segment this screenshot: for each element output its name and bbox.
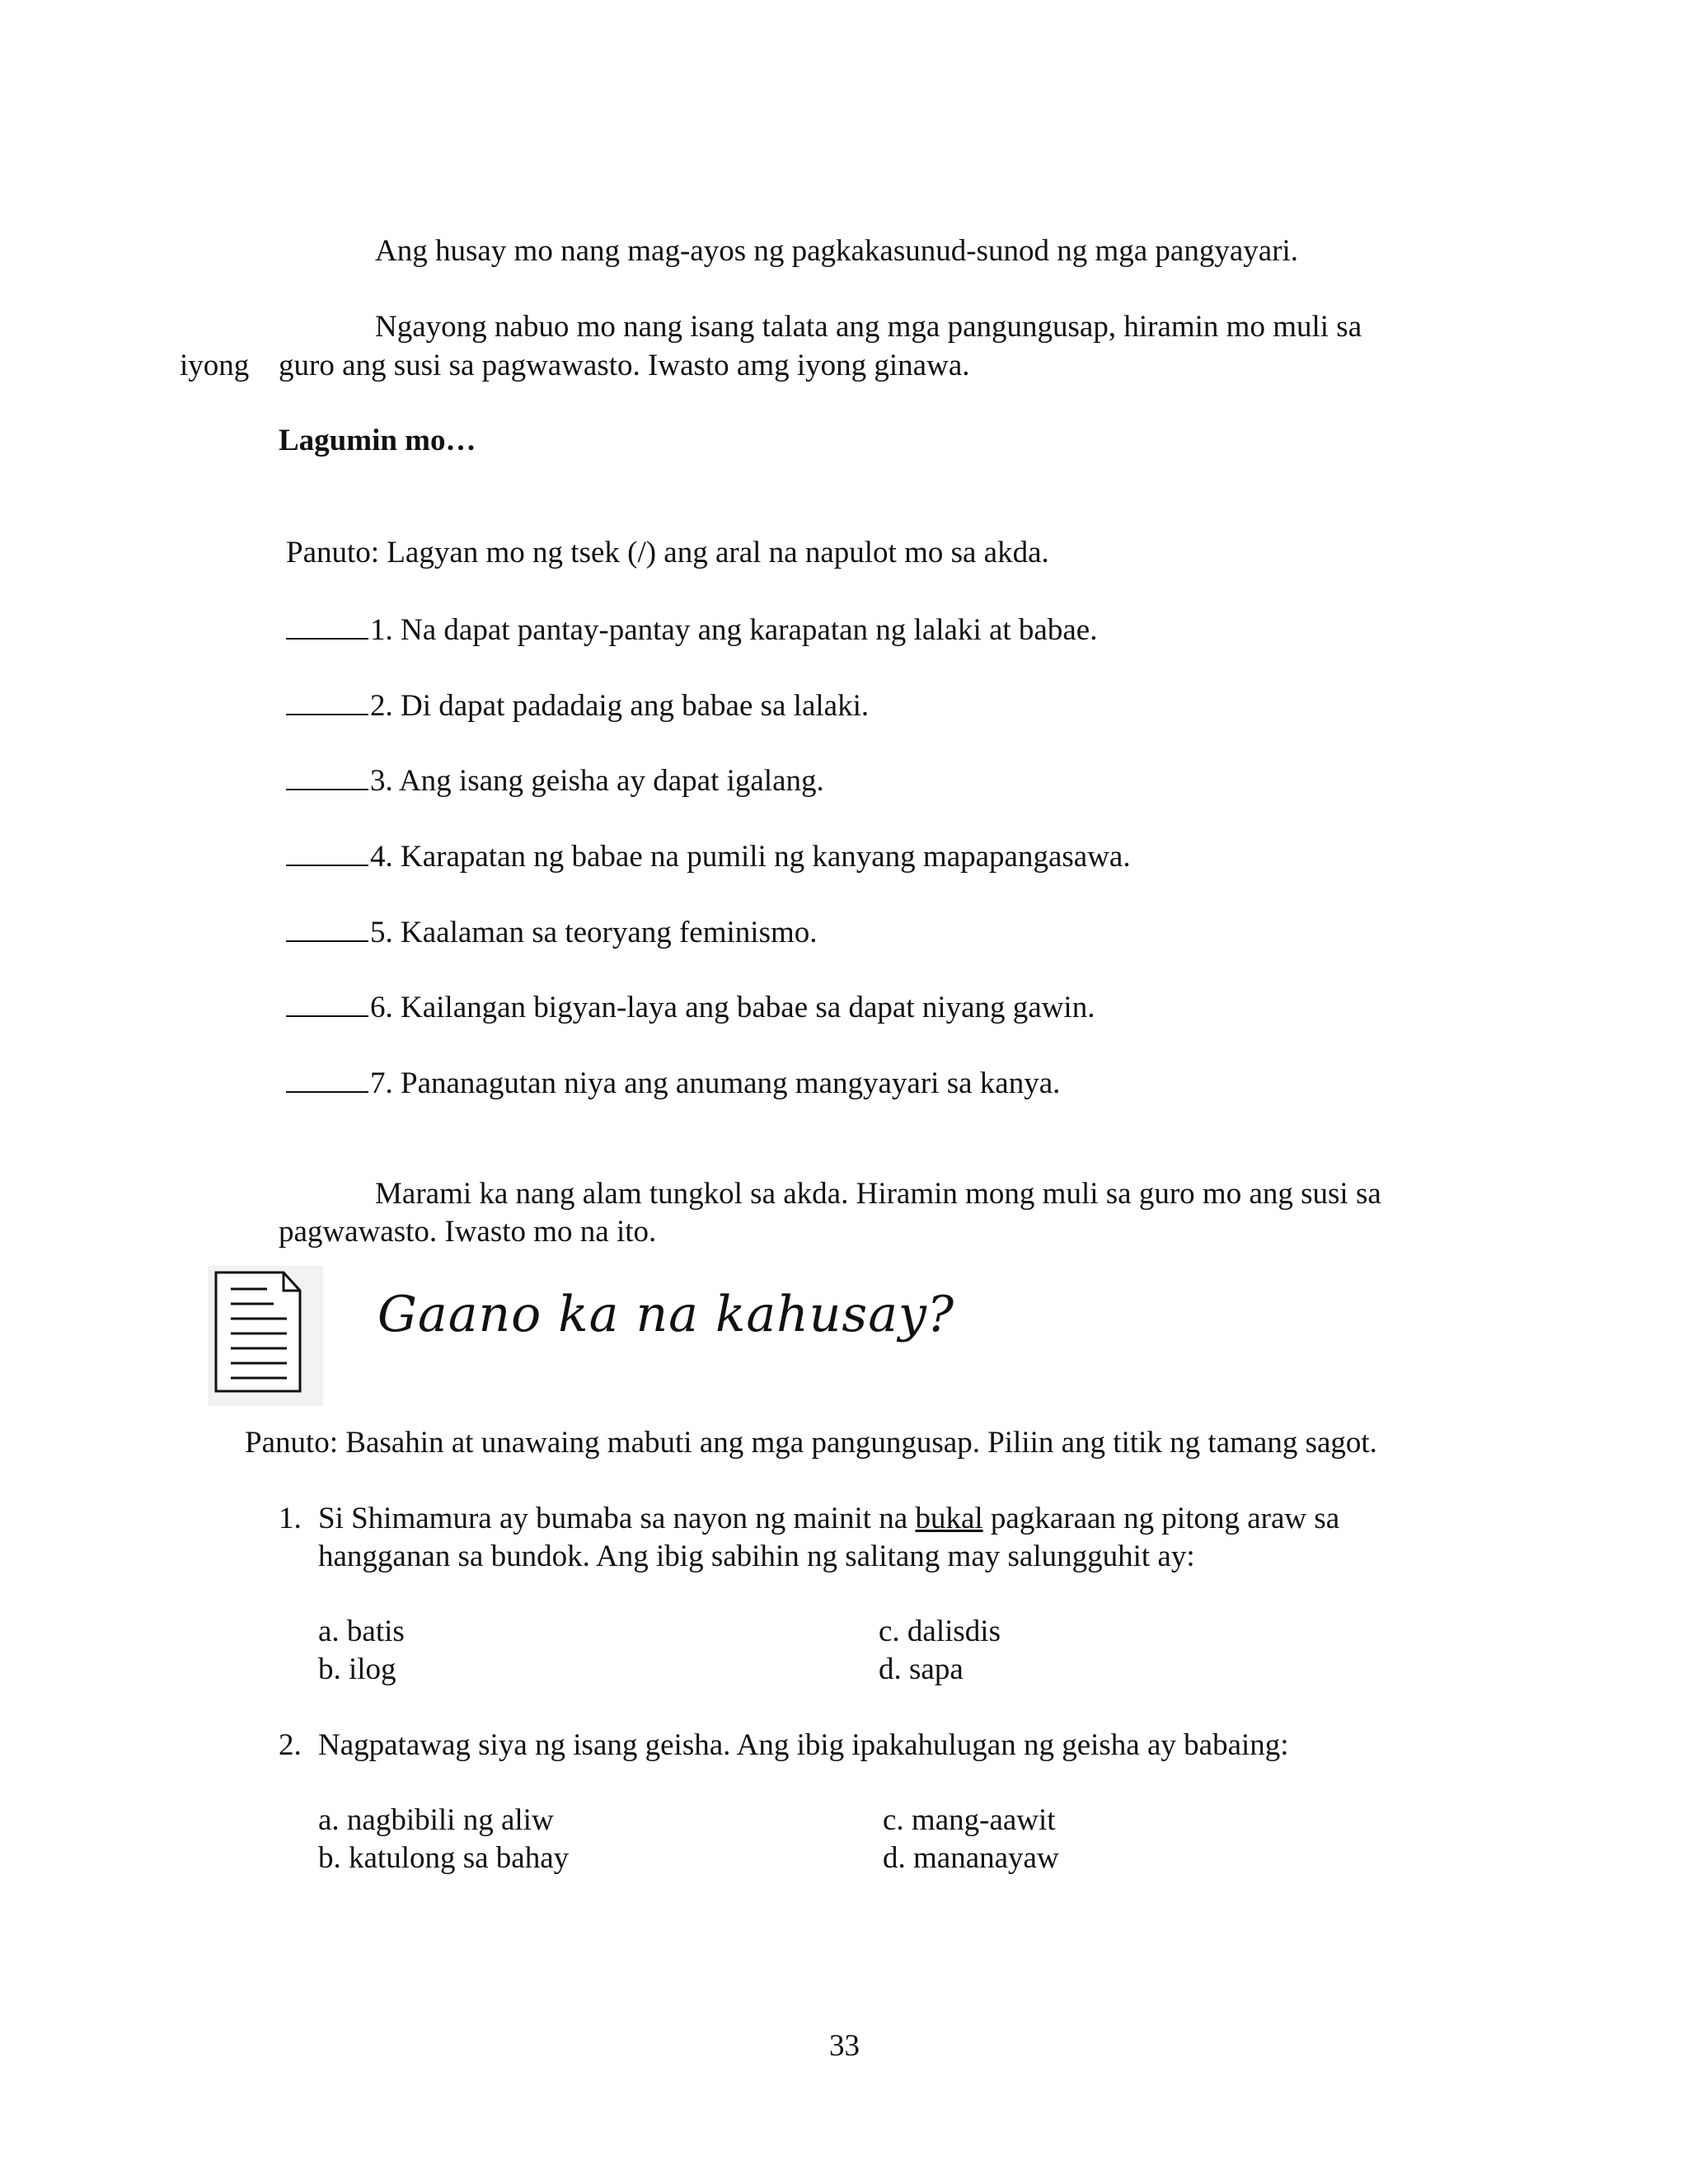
question-1-line-2: hangganan sa bundok. Ang ibig sabihin ng salitang may salungguhit ay: — [318, 1540, 1195, 1573]
lagumin-instruction: Panuto: Lagyan mo ng tsek (/) ang aral na napulot mo sa akda. — [286, 536, 1049, 569]
answer-blank[interactable] — [286, 912, 368, 942]
question-2-line-1: Nagpatawag siya ng isang geisha. Ang ibig ipakahulugan ng geisha ay babaing: — [318, 1728, 1289, 1762]
answer-blank[interactable] — [286, 1063, 368, 1093]
question-number: 2. — [279, 1728, 302, 1762]
quiz-instruction: Panuto: Basahin at unawaing mabuti ang mga pangungusap. Piliin ang titik ng tamang sagot. — [245, 1426, 1377, 1460]
choice-b[interactable]: b. ilog — [318, 1652, 396, 1686]
choice-c[interactable]: c. dalisdis — [879, 1615, 1001, 1648]
quiz-heading: Gaano ka na kahusay? — [377, 1286, 955, 1343]
document-icon — [208, 1266, 323, 1406]
question-number: 1. — [279, 1502, 302, 1535]
answer-blank[interactable] — [286, 761, 368, 790]
choice-b[interactable]: b. katulong sa bahay — [318, 1841, 570, 1875]
question-1-line-1: Si Shimamura ay bumaba sa nayon ng mainit na bukal pagkaraan ng pitong araw sa — [318, 1502, 1340, 1535]
intro-line-2b-rest: guro ang susi sa pagwawasto. Iwasto amg iyong ginawa. — [279, 349, 970, 382]
answer-blank[interactable] — [286, 837, 368, 866]
closing-line-1: Marami ka nang alam tungkol sa akda. Hiramin mong muli sa guro mo ang susi sa — [375, 1177, 1381, 1211]
checklist-item: 2. Di dapat padadaig ang babae sa lalaki. — [286, 686, 869, 725]
answer-blank[interactable] — [286, 987, 368, 1017]
answer-blank[interactable] — [286, 686, 368, 715]
intro-line-1: Ang husay mo nang mag-ayos ng pagkakasunud-sunod ng mga pangyayari. — [375, 234, 1299, 268]
choice-d[interactable]: d. mananayaw — [883, 1841, 1059, 1875]
choice-d[interactable]: d. sapa — [879, 1652, 964, 1686]
checklist-item: 5. Kaalaman sa teoryang feminismo. — [286, 912, 818, 952]
closing-line-2: pagwawasto. Iwasto mo na ito. — [279, 1215, 657, 1249]
choice-a[interactable]: a. batis — [318, 1615, 405, 1648]
choice-a[interactable]: a. nagbibili ng aliw — [318, 1803, 554, 1837]
checklist-item: 4. Karapatan ng babae na pumili ng kanyang mapapangasawa. — [286, 837, 1131, 876]
choice-c[interactable]: c. mang-aawit — [883, 1803, 1056, 1837]
intro-line-2a: Ngayong nabuo mo nang isang talata ang mga pangungusap, hiramin mo muli sa — [375, 310, 1362, 344]
underlined-word: bukal — [915, 1502, 983, 1535]
intro-line-2b-word: iyong — [180, 349, 250, 382]
section-heading-lagumin: Lagumin mo… — [279, 424, 476, 457]
checklist-item: 6. Kailangan bigyan-laya ang babae sa dapat niyang gawin. — [286, 987, 1095, 1027]
answer-blank[interactable] — [286, 610, 368, 640]
page-number: 33 — [829, 2029, 860, 2063]
checklist-item: 7. Pananagutan niya ang anumang mangyayari sa kanya. — [286, 1063, 1060, 1103]
checklist-item: 1. Na dapat pantay-pantay ang karapatan ng lalaki at babae. — [286, 610, 1097, 649]
checklist-item: 3. Ang isang geisha ay dapat igalang. — [286, 761, 824, 800]
